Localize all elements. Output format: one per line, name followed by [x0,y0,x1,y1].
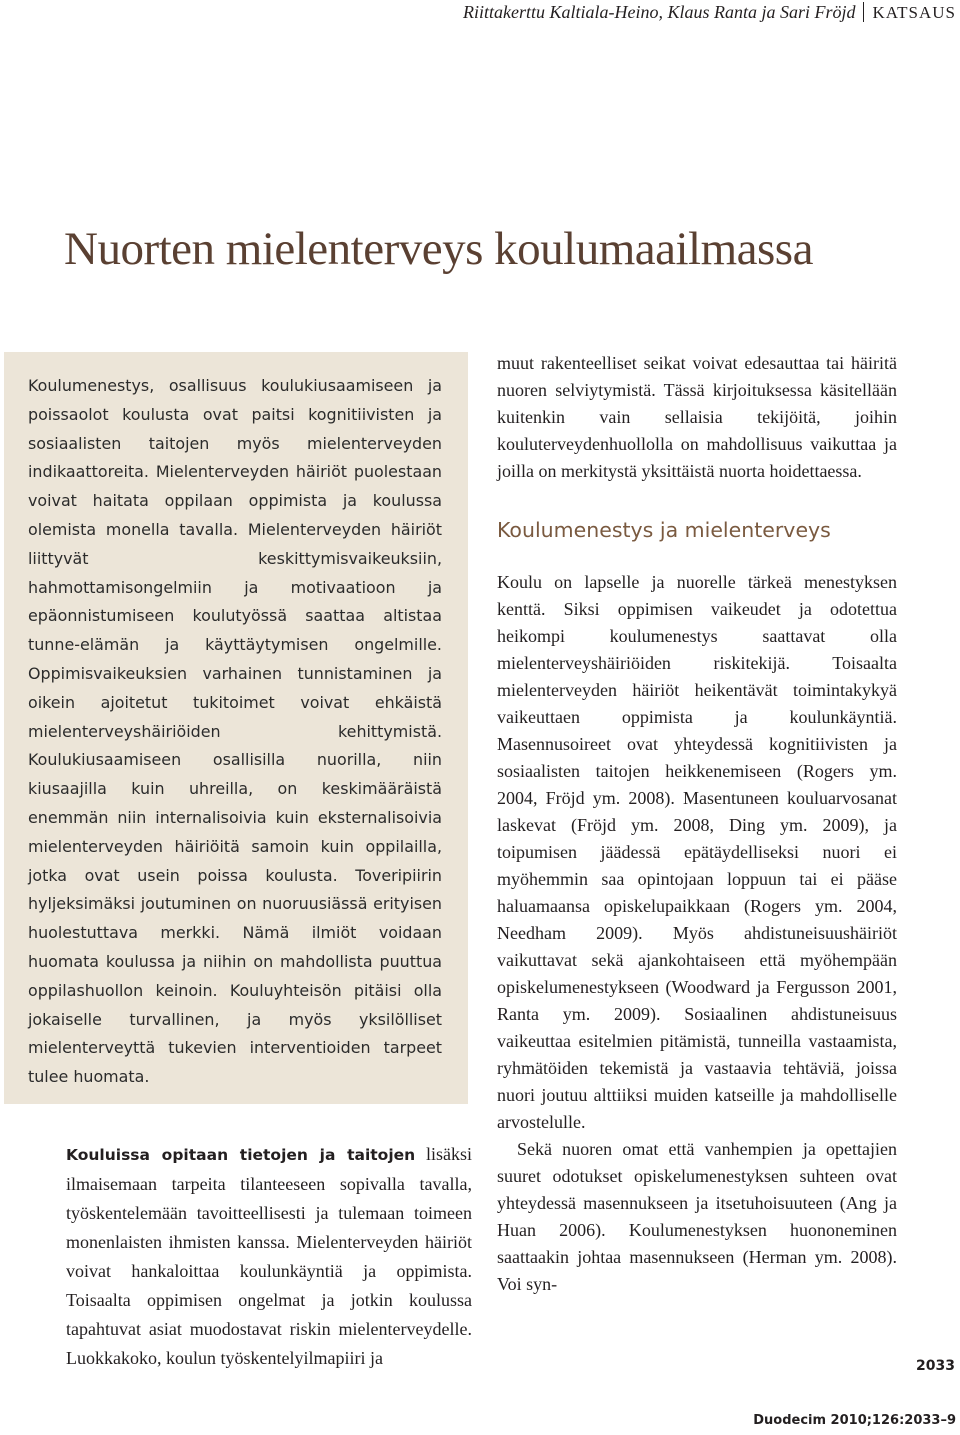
left-column [66,1140,472,1373]
article-title: Nuorten mielenterveys koulumaailmassa [64,223,813,275]
abstract-text: Koulumenestys, osallisuus koulukiusaamiseen ja poissaolot koulusta ovat paitsi kognitiivisten ja sosiaalisten taitojen myös mielenterveyden indikaattoreita. Mielenterveyden häiriöt puolestaan voivat haitata oppilaan oppimista ja koulussa olemista monella tavalla. Mielenterveyden häiriöt liittyvät keskittymisvaikeuksiin, hahmottamisongelmiin ja motivaatioon ja epäonnistumiseen koulutyössä saattaa altistaa tunne-elämän ja käyttäytymisen ongelmille. Oppimisvaikeuksien varhainen tunnistaminen ja oikein ajoitetut tukitoimet voivat ehkäistä mielenterveyshäiriöiden kehittymistä. Koulukiusaamiseen osallisilla nuorilla, niin kiusaajilla kuin uhreilla, on keskimääräistä enemmän niin internalisoivia kuin eksternalisoivia mielenterveyden häiriöitä samoin kuin oppilailla, jotka ovat usein poissa koulusta. Toveripiirin hyljeksimäksi joutuminen on nuoruusiässä erityisen huolestuttava merkki. Nämä ilmiöt voidaan huomata koulussa ja niihin on mahdollista puuttua oppilashuollon keinoin. Kouluyhteisön pitäisi olla jokaiselle turvallinen, ja myös yksilölliset mielenterveyttä tukevien interventioiden tarpeet tulee huomata. [28,376,442,1087]
header-authors: Riittakerttu Kaltiala-Heino, Klaus Ranta ja Sari Fröjd [462,2,856,22]
header-section: KATSAUS [872,3,956,22]
lead-in: Kouluissa opitaan tietojen ja taitojen [66,1146,416,1164]
header-separator [863,2,864,22]
section-heading: Koulumenestys ja mielenterveys [497,518,831,542]
body-paragraph-2: Sekä nuoren omat että vanhempien ja opettajien suuret odotukset opiskelumenestyksen suhteen ovat yhteydessä masennukseen ja itsetuhoisuuteen (Ang ja Huan 2006). Koulumenestyksen huononeminen saattaakin johtaa masennukseen (Herman ym. 2008). Voi syn- [497,1139,897,1294]
left-column-text: lisäksi ilmaisemaan tarpeita tilanteeseen sopivalla tavalla, työskentelemään tavoitteellisesti ja tulemaan toimeen monenlaisten ihmisten kanssa. Mielenterveyden häiriöt voivat hankaloittaa koulunkäyntiä ja oppimista. Toisaalta oppimisen ongelmat ja jotkin koulussa tapahtuvat asiat muodostavat riskin mielenterveydelle. Luokkakoko, koulun työskentelyilmapiiri ja [66,1144,472,1368]
running-header [463,2,956,23]
right-column [497,350,897,1298]
body-paragraph-1: Koulu on lapselle ja nuorelle tärkeä menestyksen kenttä. Siksi oppimisen vaikeudet ja odotettua heikompi koulumenestys saattavat olla mielenterveyshäiriöiden riskitekijä. Toisaalta mielenterveyden häiriöt heikentävät toimintakykyä vaikeuttaen oppimista ja koulunkäyntiä. Masennusoireet ovat yhteydessä kognitiivisten ja sosiaalisten taitojen heikkenemiseen (Rogers ym. 2004, Fröjd ym. 2008). Masentuneen kouluarvosanat laskevat (Fröjd ym. 2008, Ding ym. 2009), ja toipumisen jäädessä epätäydelliseksi nuori ei myöhemmin saa opintojaan loppuun tai ei pääse haluamaansa opiskelupaikkaan (Rogers ym. 2004, Needham 2009). Myös ahdistuneisuushäiriöt vaikuttavat sekä ajankohtaiseen että myöhempään opiskelumenestykseen (Woodward ja Fergusson 2001, Ranta ym. 2009). Sosiaalinen ahdistuneisuus vaikeuttaa esitelmien pitämistä, tunneilla vastaamista, ryhmätöiden tekemistä ja vastaavia tehtäviä, joissa nuori joutuu alttiiksi muiden katseille ja mahdolliselle arvostelulle. [497,572,897,1132]
journal-footer: Duodecim 2010;126:2033–9 [753,1413,956,1428]
intro-paragraph: muut rakenteelliset seikat voivat edesauttaa tai häiritä nuoren selviytymistä. Tässä kirjoituksessa käsitellään kuitenkin vain sellaisia tekijöitä, joihin kouluterveydenhuollolla on mahdollisuus vaikuttaa ja joilla on merkitystä yksittäistä nuorta hoidettaessa. [497,353,897,481]
page-number: 2033 [916,1358,955,1374]
